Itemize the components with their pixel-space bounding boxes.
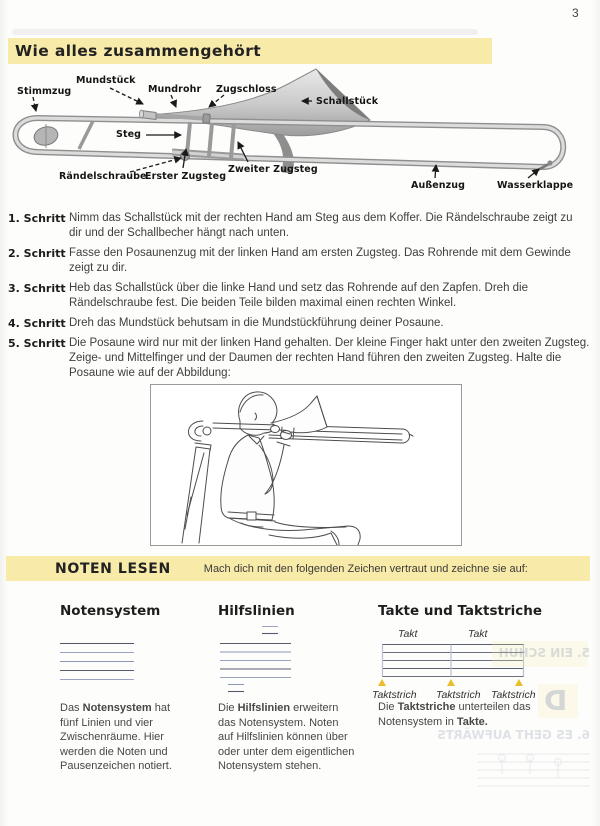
chapter-title: Wie alles zusammengehört bbox=[15, 42, 262, 60]
heading-takte: Takte und Taktstriche bbox=[378, 603, 543, 619]
step-2 bbox=[8, 246, 594, 276]
label-zugschloss: Zugschloss bbox=[216, 84, 277, 95]
step-2-label: 2. Schritt bbox=[8, 247, 66, 260]
step-4-text: Dreh das Mundstück behutsam in die Mundstückführung deiner Posaune. bbox=[69, 317, 444, 329]
step-3-label: 3. Schritt bbox=[8, 282, 66, 295]
step-5 bbox=[8, 336, 594, 381]
noten-lesen-bar bbox=[6, 556, 590, 581]
step-5-label: 5. Schritt bbox=[8, 337, 66, 350]
noten-lesen-title: NOTEN LESEN bbox=[55, 560, 171, 577]
step-3 bbox=[8, 281, 594, 311]
body-notensystem: Das Notensystem hat fünf Linien und vier Zwischenräume. Hier werden die Noten und Pausenzeichen notiert. bbox=[60, 702, 172, 772]
label-steg: Steg bbox=[116, 129, 142, 140]
page-number: 3 bbox=[572, 6, 579, 20]
step-5-text: Die Posaune wird nur mit der linken Hand gehalten. Der kleine Finger hakt unter den zweiten Zugsteg. Zeige- und Mittelfinger und der Daumen der rechten Hand führen den zweiten Zugsteg. Halte die Posaune wie auf der Abbildung: bbox=[69, 337, 590, 379]
body-hilfslinien: Die Hilfslinien erweitern das Notensystem. Noten auf Hilfslinien können über oder unter dem eigentlichen Notensystem stehen. bbox=[218, 702, 355, 772]
bleedthrough-letter: D bbox=[544, 684, 568, 717]
label-raendelschraube: Rändelschraube bbox=[59, 171, 147, 182]
seated-player-drawing bbox=[151, 385, 461, 545]
label-zweiter-zugsteg: Zweiter Zugsteg bbox=[228, 164, 318, 175]
posture-illustration-frame bbox=[150, 384, 462, 546]
label-erster-zugsteg: Erster Zugsteg bbox=[145, 171, 227, 182]
bleedthrough-text-2: 6. ES GEHT AUFWÄRTS bbox=[437, 728, 590, 742]
taktstrich-marker-2 bbox=[447, 679, 455, 686]
assembly-steps bbox=[8, 211, 594, 386]
takt-label-2: Takt bbox=[468, 628, 488, 640]
noten-lesen-intro: Mach dich mit den folgenden Zeichen vertraut und zeichne sie auf: bbox=[203, 562, 528, 575]
body-takte: Die Taktstriche unterteilen das Notensystem in Takte. bbox=[378, 701, 531, 728]
label-wasserklappe: Wasserklappe bbox=[497, 180, 574, 191]
staff-notensystem bbox=[60, 640, 135, 682]
step-4 bbox=[8, 316, 594, 331]
step-1 bbox=[8, 211, 594, 241]
heading-notensystem: Notensystem bbox=[60, 603, 161, 619]
staff-hilfslinien bbox=[220, 624, 292, 694]
label-mundrohr: Mundrohr bbox=[148, 84, 202, 95]
heading-hilfslinien: Hilfslinien bbox=[218, 603, 295, 619]
step-2-text: Fasse den Posaunenzug mit der linken Hand am ersten Zugsteg. Das Rohrende mit dem Gewinde zeigt zu dir. bbox=[69, 247, 571, 274]
label-schallstueck: Schallstück bbox=[316, 96, 379, 107]
scan-smudge bbox=[12, 29, 478, 35]
bleedthrough-text-1: 5. EIN SCHUH bbox=[498, 646, 590, 660]
bleedthrough-staff bbox=[478, 748, 590, 800]
taktstrich-marker-1 bbox=[378, 679, 386, 686]
taktstrich-label-2: Taktstrich bbox=[436, 689, 481, 701]
label-mundstueck: Mundstück bbox=[76, 75, 136, 86]
taktstrich-label-1: Taktstrich bbox=[372, 689, 417, 701]
step-1-label: 1. Schritt bbox=[8, 212, 66, 225]
chapter-header-bar bbox=[8, 38, 492, 64]
step-4-label: 4. Schritt bbox=[8, 317, 66, 330]
taktstrich-label-3: Taktstrich bbox=[491, 689, 536, 701]
taktstrich-marker-3 bbox=[515, 679, 523, 686]
label-stimmzug: Stimmzug bbox=[17, 86, 72, 97]
label-aussenzug: Außenzug bbox=[411, 180, 466, 191]
step-3-text: Heb das Schallstück über die linke Hand und setz das Rohrende auf den Zapfen. Dreh die Rändelschraube fest. Die beiden Teile bilden maximal einen rechten Winkel. bbox=[69, 282, 529, 309]
takt-label-1: Takt bbox=[398, 628, 418, 640]
step-1-text: Nimm das Schallstück mit der rechten Hand am Steg aus dem Koffer. Die Rändelschraube zeigt zu dir und der Schallbecher hängt nach unten. bbox=[69, 212, 573, 239]
